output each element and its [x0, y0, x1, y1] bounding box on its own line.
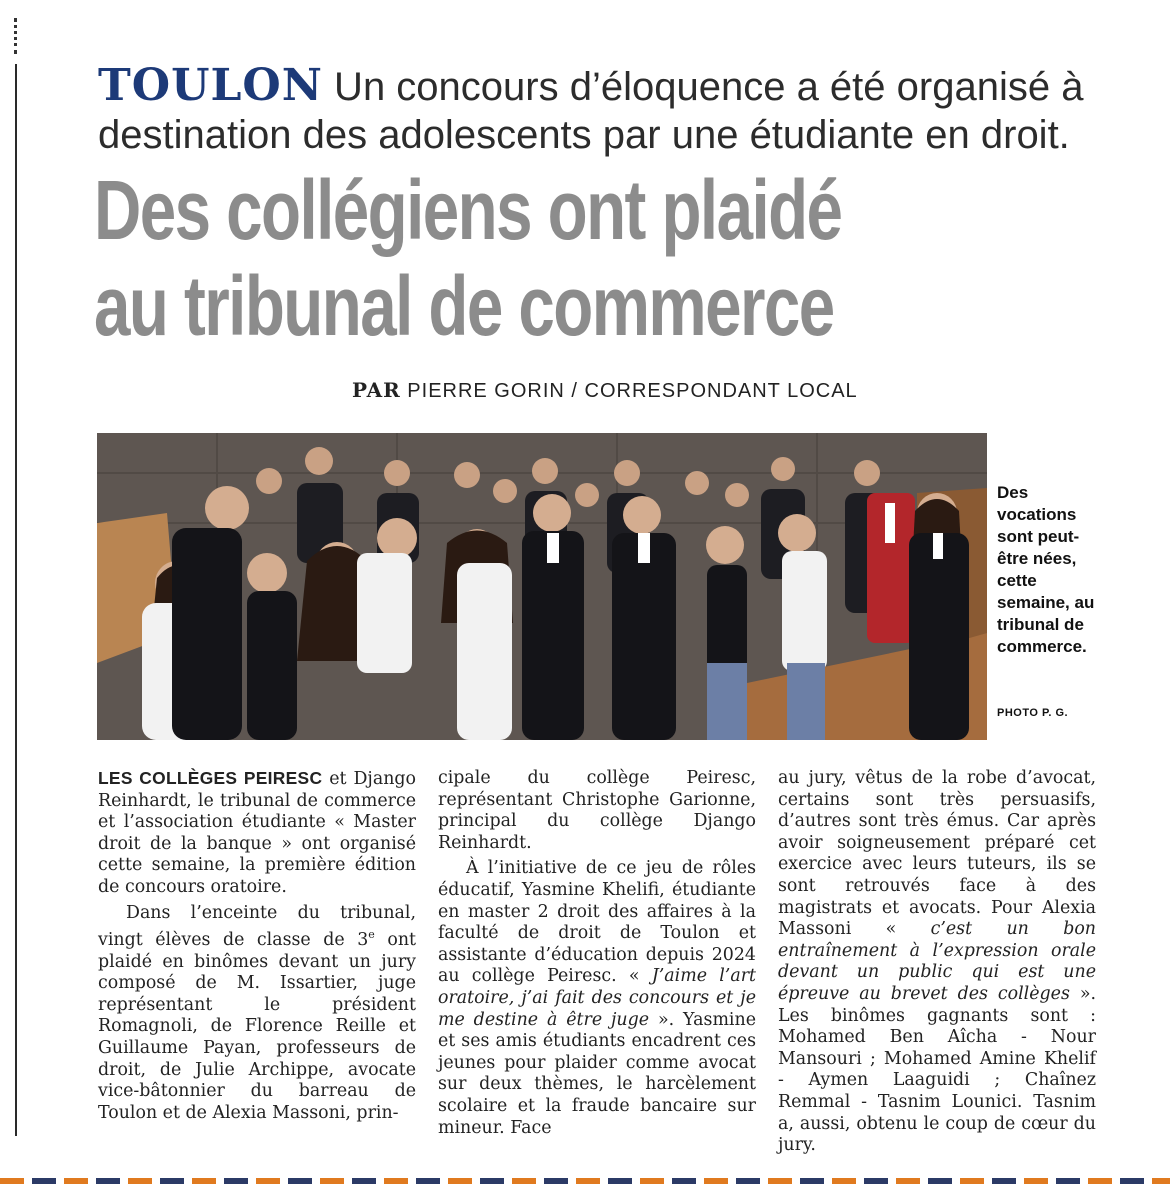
- article-photo: [97, 433, 987, 740]
- paragraph: [778, 768, 1096, 1157]
- lead-in: LES COLLÈGES PEIRESC: [98, 768, 323, 788]
- paragraph: [98, 903, 416, 1125]
- body-column-3: [778, 768, 1096, 1157]
- headline-line-1: Des collégiens ont plaidé: [94, 163, 842, 257]
- paragraph: [438, 768, 756, 854]
- paragraph: [98, 768, 416, 899]
- paragraph-text: ». Yasmine et ses amis étudiants encadrent ces jeunes pour plaider comme avocat sur deux thèmes, le harcèlement scolaire et la fraude bancaire sur mineur. Face: [438, 1009, 756, 1138]
- margin-dots: [14, 18, 18, 54]
- photo-credit: PHOTO P. G.: [997, 707, 1069, 719]
- quote: c’est un bon entraînement à l’expression orale devant un public qui est une épreuve au brevet des collèges: [778, 919, 1096, 1004]
- paragraph: [438, 858, 756, 1139]
- margin-rule: [15, 64, 17, 1136]
- paragraph-text: Dans l’enceinte du tribunal, vingt élèves de classe de 3: [98, 902, 416, 950]
- paragraph-text: au jury, vêtus de la robe d’avocat, certains sont très persuasifs, d’autres sont très émus. Car après avoir soigneusement préparé cet exercice avec leurs tuteurs, ils se sont retrouvés face à des magistrats et avocats. Pour Alexia Massoni «: [778, 768, 1096, 940]
- kicker: [98, 62, 1098, 159]
- kicker-text: Un concours d’éloquence a été organisé à destination des adolescents par une étudiante en droit.: [98, 65, 1084, 157]
- quote: J’aime l’art oratoire, j’ai fait des concours et je me destine à être juge: [438, 966, 756, 1030]
- headline: [94, 162, 874, 354]
- kicker-city: TOULON: [98, 60, 323, 111]
- photo-caption: Des vocations sont peut-être nées, cette semaine, au tribunal de commerce.: [997, 483, 1095, 656]
- paragraph-text: et Django Reinhardt, le tribunal de commerce et l’association étudiante « Master droit de la banque » ont organisé cette semaine, la première édition de concours oratoire.: [98, 769, 416, 897]
- body-column-2: [438, 768, 756, 1139]
- body-column-1: [98, 768, 416, 1124]
- headline-line-2: au tribunal de commerce: [94, 259, 834, 353]
- paragraph-text: ». Les binômes gagnants sont : Mohamed Ben Aîcha - Nour Mansouri ; Mohamed Amine Khelif - Aymen Laaguidi ; Chaînez Remmal - Tasnim Lounici. Tasnim a, aussi, obtenu le coup de cœur du jury.: [778, 983, 1096, 1156]
- paragraph-text: ont plaidé en binômes devant un jury composé de M. Issartier, juge représentant le président Romagnoli, de Florence Reille et Guillaume Payan, professeurs de droit, de Julie Archippe, avocate vice-bâtonnier du barreau de Toulon et de Alexia Massoni, prin-: [98, 929, 417, 1123]
- byline-author: PIERRE GORIN / CORRESPONDANT LOCAL: [400, 380, 858, 402]
- bottom-decorative-bar: [0, 1178, 1170, 1184]
- group-photo-illustration: [97, 433, 987, 740]
- paragraph-text: cipale du collège Peiresc, représentant Christophe Garionne, principal du collège Django Reinhardt.: [438, 768, 756, 853]
- byline-prefix: PAR: [352, 378, 401, 402]
- superscript: e: [368, 928, 375, 942]
- paragraph-text: À l’initiative de ce jeu de rôles éducatif, Yasmine Khelifi, étudiante en master 2 droit des affaires à la faculté de droit de Toulon et assistante d’éducation depuis 2024 au collège Peiresc. «: [438, 858, 756, 987]
- byline: [352, 378, 858, 403]
